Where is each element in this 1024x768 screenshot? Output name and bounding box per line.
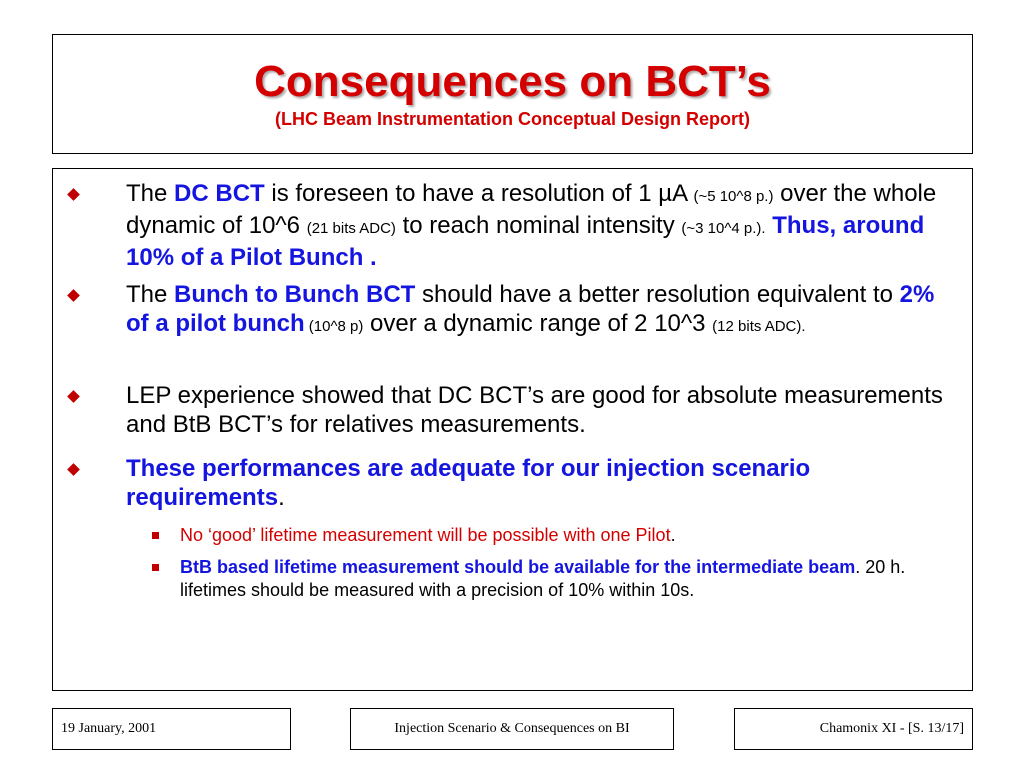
text: . [278, 484, 285, 511]
title-box [52, 34, 973, 154]
highlight: These performances are adequate for our injection scenario requirements [126, 455, 811, 511]
bullet-1-text [126, 179, 953, 272]
text: over a dynamic range of 2 10^3 [363, 310, 713, 337]
bullet-2-text [126, 280, 953, 341]
text: No ‘good’ lifetime measurement will be possible with one Pilot [180, 525, 671, 545]
diamond-bullet-icon [67, 188, 80, 201]
text: should have a better resolution equivalent to [415, 281, 900, 308]
square-bullet-icon [152, 564, 159, 571]
content-box [52, 168, 973, 691]
bullet-4-text [126, 454, 953, 512]
text: The [126, 180, 175, 207]
footer-slide-number: Chamonix XI - [S. 13/17] [734, 708, 973, 750]
highlight: Thus, around 10% of a Pilot Bunch . [126, 212, 925, 271]
note: (10^8 p) [304, 318, 364, 335]
highlight: DC BCT [174, 180, 265, 207]
slide-subtitle: (LHC Beam Instrumentation Conceptual Design Report) [274, 109, 751, 129]
diamond-bullet-icon [67, 390, 80, 403]
note: (~5 10^8 p.) [693, 188, 774, 205]
text: . [670, 525, 676, 545]
footer-date: 19 January, 2001 [52, 708, 291, 750]
highlight: Bunch to Bunch BCT [174, 281, 416, 308]
diamond-bullet-icon [67, 289, 80, 302]
square-bullet-icon [152, 532, 159, 539]
text: The [126, 281, 175, 308]
subbullet-2-text [180, 556, 953, 602]
text: over the whole dynamic of 10^6 [126, 180, 937, 239]
diamond-bullet-icon [67, 463, 80, 476]
highlight: BtB based lifetime measurement should be available for the intermediate beam [180, 557, 856, 577]
footer-title: Injection Scenario & Consequences on BI [350, 708, 674, 750]
highlight: 2% of a pilot bunch [126, 281, 935, 337]
subbullet-1-text [180, 524, 953, 547]
slide-title: Consequences on BCT’s [254, 57, 771, 106]
text: . 20 h. lifetimes should be measured with a precision of 10% within 10s. [180, 557, 906, 600]
note: (~3 10^4 p.). [681, 220, 766, 237]
bullet-3-text: LEP experience showed that DC BCT’s are good for absolute measurements and BtB BCT’s for relatives measurements. [126, 382, 943, 438]
note: (12 bits ADC). [712, 318, 806, 335]
text: is foreseen to have a resolution of 1 µA [264, 180, 694, 207]
note: (21 bits ADC) [306, 220, 396, 237]
text: to reach nominal intensity [395, 212, 682, 239]
